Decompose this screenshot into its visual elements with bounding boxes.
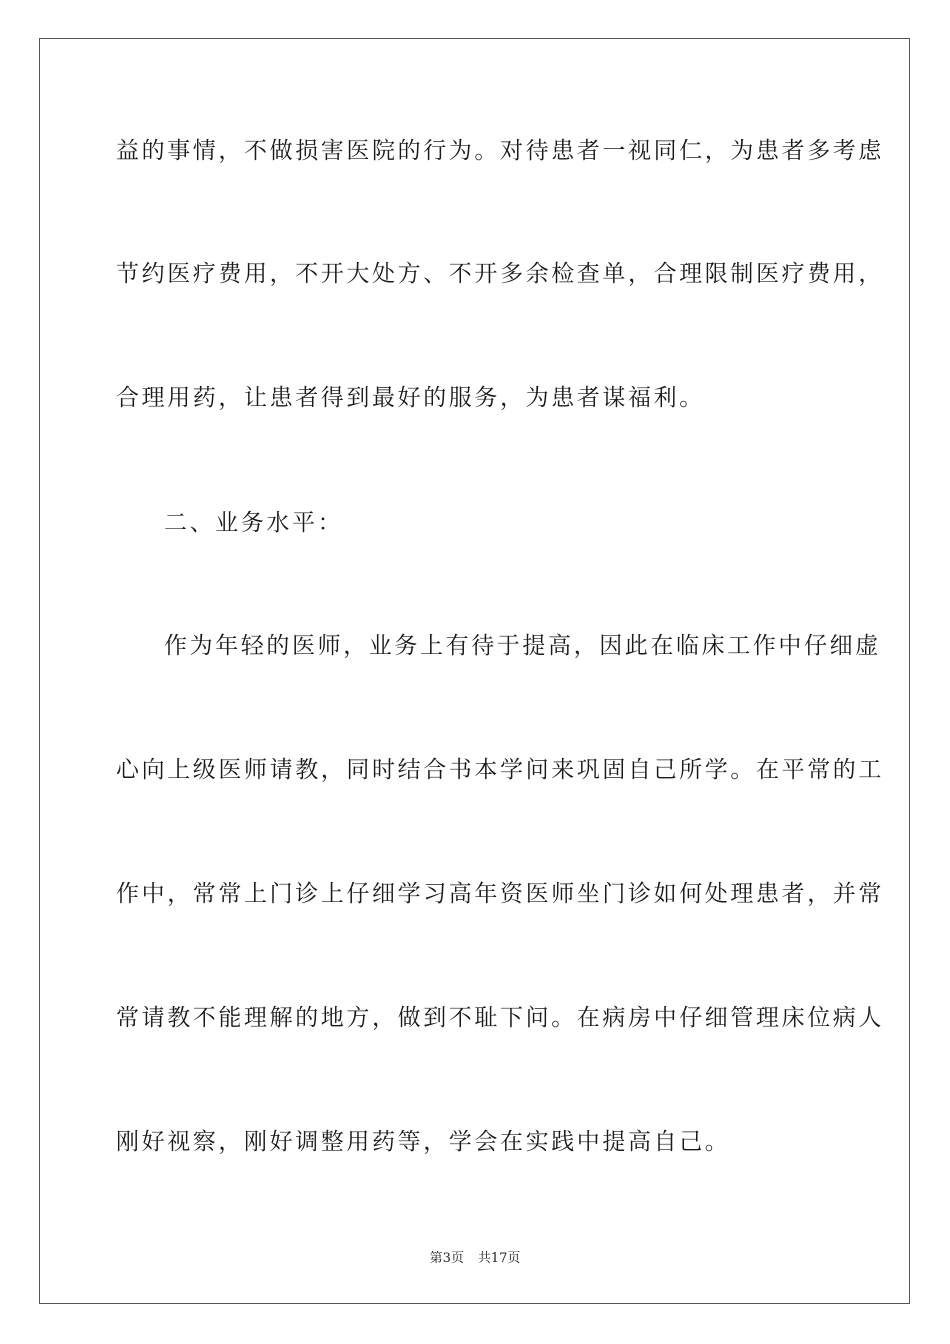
body-text-line: 合理用药，让患者得到最好的服务，为患者谋福利。: [116, 385, 705, 411]
page-frame: [39, 38, 910, 1304]
body-text-line: 节约医疗费用，不开大处方、不开多余检查单，合理限制医疗费用，: [116, 261, 884, 287]
page-number: 第3页: [429, 1251, 464, 1266]
body-text-line: 心向上级医师请教，同时结合书本学问来巩固自己所学。在平常的工: [116, 757, 884, 783]
body-text-line: 作为年轻的医师，业务上有待于提高，因此在临床工作中仔细虚: [164, 633, 881, 659]
body-text-line: 作中，常常上门诊上仔细学习高年资医师坐门诊如何处理患者，并常: [116, 881, 884, 907]
section-heading: 二、业务水平：: [164, 510, 344, 536]
body-text-line: 益的事情，不做损害医院的行为。对待患者一视同仁，为患者多考虑: [116, 138, 884, 164]
page-footer: [0, 1247, 950, 1266]
page-total: 共17页: [477, 1251, 521, 1266]
body-text-line: 刚好视察，刚好调整用药等，学会在实践中提高自己。: [116, 1129, 731, 1155]
body-text-line: 常请教不能理解的地方，做到不耻下问。在病房中仔细管理床位病人: [116, 1005, 884, 1031]
